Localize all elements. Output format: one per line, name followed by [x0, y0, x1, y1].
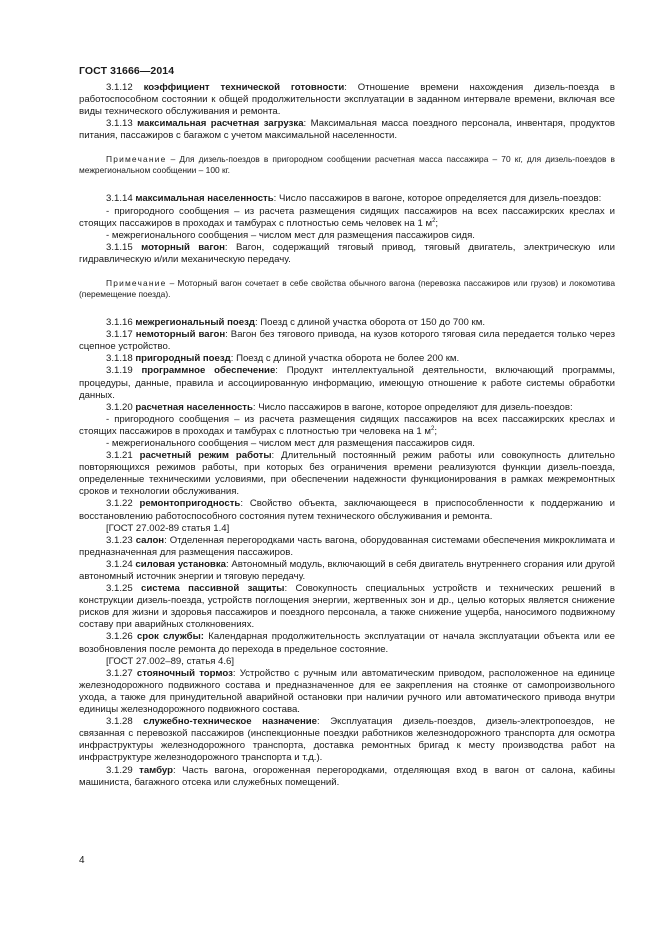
definition-3-1-13: 3.1.13 максимальная расчетная загрузка: Максимальная масса поездного персонала, инвентаря, продуктов питания, пассажиров с багажом с учетом максимальной населенности. [79, 118, 616, 142]
term: тамбур [139, 764, 173, 776]
definition-3-1-25: 3.1.25 система пассивной защиты: Совокупность специальных устройств и технических решений в конструкции дизель-поезда, устройств поглощения энергии, жертвенных зон и др., целью которых является снижение рисков для жизни и здоровья пассажиров и поездного персонала, а также снижение ущерба, наносимого подвижному составу при аварийных столкновениях. [79, 583, 616, 631]
definition-3-1-26: 3.1.26 срок службы: Календарная продолжительность эксплуатации от начала эксплуатации объекта или ее возобновления после ремонта до перехода в предельное состояние. [79, 631, 616, 655]
document-body [79, 82, 615, 789]
term: салон [135, 534, 165, 546]
list-item: - межрегионального сообщения – числом мест для размещения пассажиров сидя. [106, 437, 475, 449]
definition-3-1-23: 3.1.23 салон: Отделенная перегородками часть вагона, оборудованная системами обеспечения микроклимата и предназначенная для размещения пассажиров. [79, 534, 615, 558]
term: коэффициент технической готовности [143, 82, 345, 93]
definition-3-1-28: 3.1.28 служебно-техническое назначение: Эксплуатация дизель-поездов, дизель-электропоездов, не связанная с перевозкой пассажиров (инспекционные поездки работников железнодорожного транспорта для осмотра инфраструктуры железнодорожного транспорта, доставка ремонтных бригад к месту производства работ на инфраструктуре железнодорожного транспорта и т.д.). [79, 716, 615, 764]
term: расчетная населенность [135, 401, 253, 413]
definition-3-1-27: 3.1.27 стояночный тормоз: Устройство с ручным или автоматическим приводом, расположенное на единице железнодорожного подвижного состава и предназначенное для ее закрепления на стоянке от самопроизвольного ухода, а также для принудительной аварийной остановки при наличии ручного или автоматического привода внутри единицы железнодорожного подвижного состава. [79, 667, 616, 716]
term: расчетный режим работы [139, 450, 272, 462]
term: максимальная расчетная загрузка [137, 118, 304, 130]
term: немоторный вагон [135, 329, 226, 341]
reference: [ГОСТ 27.002–89, статья 4.6] [106, 655, 235, 667]
term: максимальная населенность [135, 193, 274, 205]
term: моторный вагон [141, 241, 225, 253]
definition-3-1-29: 3.1.29 тамбур: Часть вагона, огороженная перегородками, отделяющая вход в вагон от салона, кабины машиниста, багажного отсека или служебных помещений. [79, 764, 615, 788]
reference: [ГОСТ 27.002-89 статья 1.4] [106, 522, 230, 534]
definition-3-1-17: 3.1.17 немоторный вагон: Вагон без тягового привода, на кузов которого тяговая сила передается только через сцепное устройство. [79, 329, 615, 353]
list-item: - межрегионального сообщения – числом мест для размещения пассажиров сидя. [106, 229, 475, 241]
term: программное обеспечение [141, 365, 276, 377]
list-item: - пригородного сообщения – из расчета размещения сидящих пассажиров на всех пассажирских креслах и стоящих пассажиров в проходах и тамбурах с плотностью семь человек на 1 $м^2$; [79, 205, 615, 229]
definition-3-1-20: 3.1.20 расчетная населенность: Число пассажиров в вагоне, которое определяют для дизель-поездов: [106, 401, 573, 413]
term: срок службы: [136, 631, 204, 643]
definition-3-1-15: 3.1.15 моторный вагон: Вагон, содержащий тяговый привод, тяговый двигатель, электрическую или гидравлическую и/или механическую передачу. [79, 241, 615, 265]
document-header: ГОСТ 31666—2014 [79, 65, 175, 77]
definition-3-1-19: 3.1.19 программное обеспечение: Продукт интеллектуальной деятельности, включающий программы, процедуры, данные, правила и ассоциированную информацию, имеющую отношение к работе системы обработки данных. [79, 365, 615, 401]
definition-3-1-24: 3.1.24 силовая установка: Автономный модуль, включающий в себя двигатель внутреннего сгорания или другой автономный источник энергии и тяговую передачу. [79, 558, 616, 582]
definition-3-1-16: 3.1.16 межрегиональный поезд: Поезд с длиной участка оборота от 150 до 700 км. [106, 317, 485, 329]
definition-3-1-18: 3.1.18 пригородный поезд: Поезд с длиной участка оборота не более 200 км. [106, 353, 460, 365]
term: служебно-техническое назначение [143, 716, 317, 728]
page-number: 4 [79, 855, 85, 866]
note: Примечание – Для дизель-поездов в пригородном сообщении расчетная масса пассажира – 70 кг, для дизель-поездов в межрегиональном сообщении – 100 кг. [79, 154, 615, 176]
term: ремонтопригодность [139, 498, 241, 510]
list-item: - пригородного сообщения – из расчета размещения сидящих пассажиров на всех пассажирских креслах и стоящих пассажиров в проходах и тамбурах с плотностью три человека на 1 $м^2$; [79, 413, 615, 437]
term: межрегиональный поезд [135, 317, 255, 329]
note: Примечание – Моторный вагон сочетает в себе свойства обычного вагона (перевозка пассажиров или грузов) и локомотива (перемещение поезда). [79, 278, 615, 300]
term: система пассивной защиты [141, 583, 285, 595]
term: силовая установка [135, 558, 226, 570]
term: пригородный поезд [135, 353, 231, 365]
definition-3-1-14: 3.1.14 максимальная населенность: Число пассажиров в вагоне, которое определяется для дизель-поездов: [106, 193, 602, 205]
term: стояночный тормоз [136, 667, 233, 679]
definition-3-1-12: 3.1.12 коэффициент технической готовности: Отношение времени нахождения дизель-поезда в работоспособном состоянии к общей продолжительности эксплуатации в заданном интервале времени, включая все виды технического обслуживания и ремонта. [79, 82, 615, 118]
definition-3-1-21: 3.1.21 расчетный режим работы: Длительный постоянный режим работы или совокупность длительно повторяющихся режимов работы, при которых без ограничения времени реализуются функции дизель-поезда, определенные техническими условиями, при обеспечении надежности функционирования в рамках межремонтных сроков и технологии обслуживания. [79, 450, 615, 498]
definition-3-1-22: 3.1.22 ремонтопригодность: Свойство объекта, заключающееся в приспособленности к поддержанию и восстановлению работоспособного состояния путем технического обслуживания и ремонта. [79, 498, 615, 522]
